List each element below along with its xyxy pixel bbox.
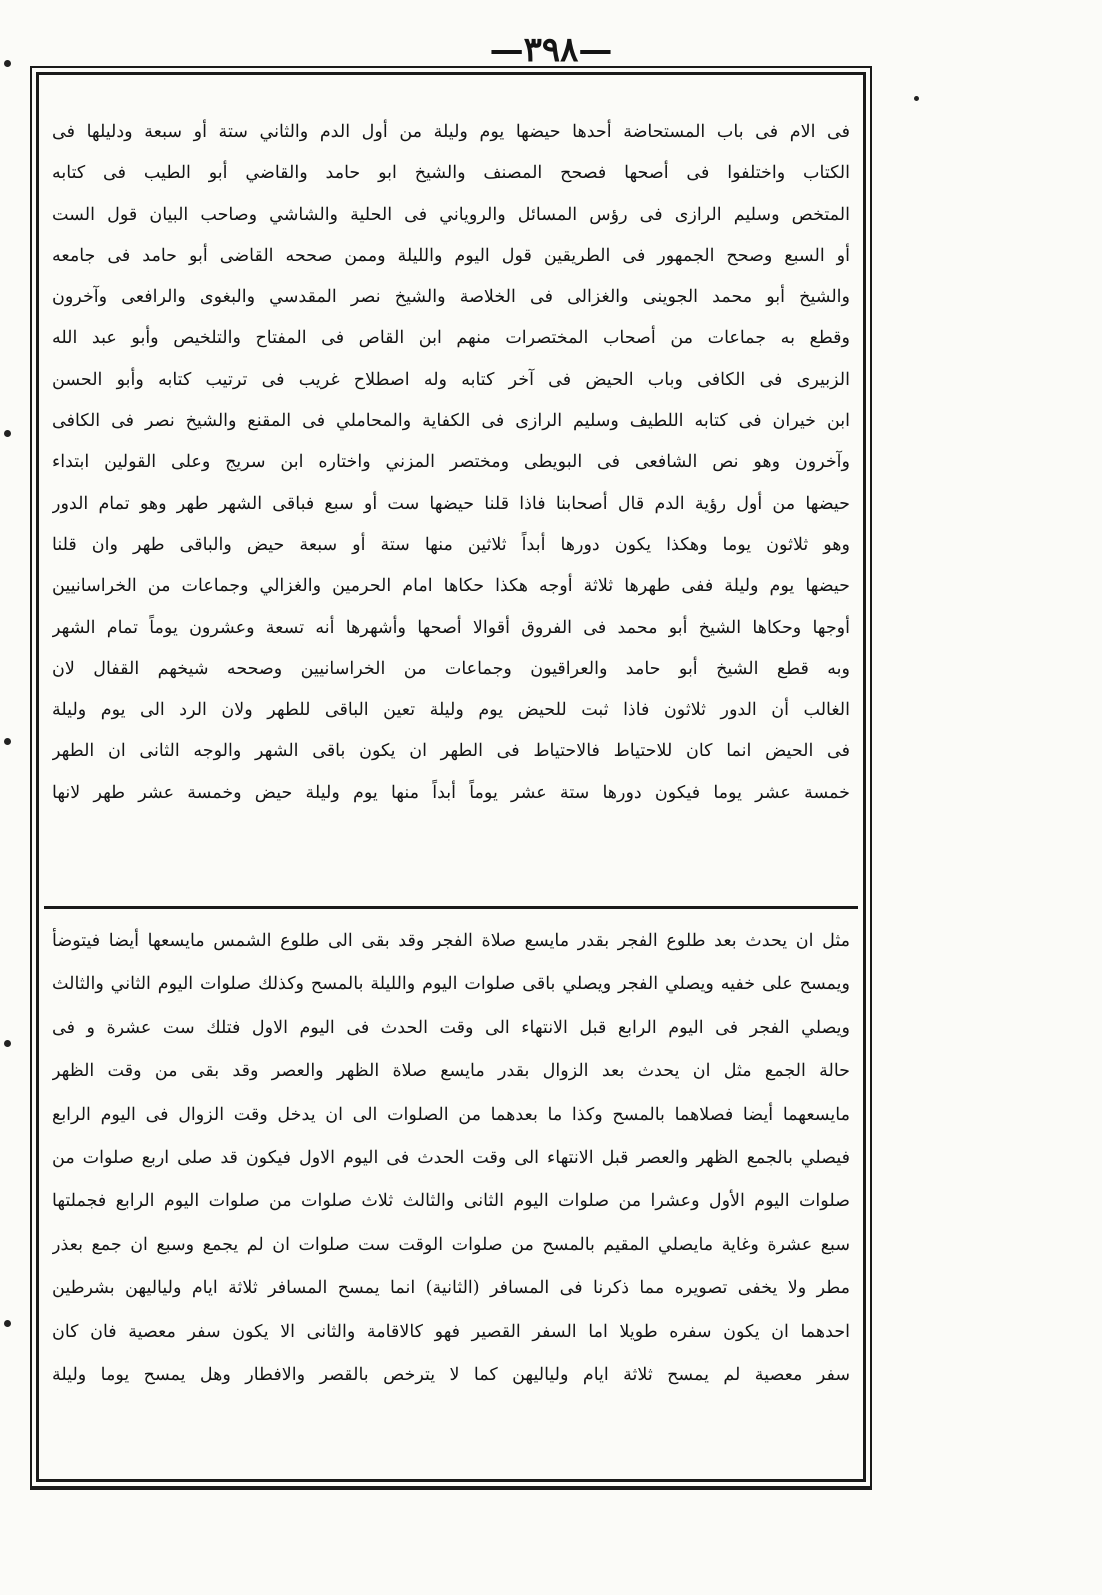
main-text-line: حيضها من أول رؤية الدم قال أصحابنا فاذا قلنا حيضها ست أو سبع فباقى الشهر طهر وهو تمام الدور xyxy=(52,493,850,514)
scan-speck xyxy=(4,1040,11,1047)
footnote-line: مايسعهما أيضا فصلاهما بالمسح وكذا ما بعدهما من الصلوات الى ان يدخل وقت الزوال فى اليوم الرابع xyxy=(52,1104,850,1125)
scan-speck xyxy=(914,96,919,101)
main-text-line: المتخص وسليم الرازى فى رؤس المسائل والروياني فى الحلية والشاشي وصاحب البيان قول الست xyxy=(52,204,850,225)
main-text-line: الزبيرى فى الكافى وباب الحيض فى آخر كتابه وله اصطلاح غريب فى ترتيب كتابه وأبو الحسن xyxy=(52,369,850,390)
main-text-line: وبه قطع الشيخ أبو حامد والعراقيون وجماعات من الخراسانيين وصححه شيخهم القفال لان xyxy=(52,658,850,679)
footnote-line: صلوات اليوم الأول وعشرا من صلوات اليوم الثانى والثالث ثلاث صلوات من صلوات اليوم الرابع فجملتها xyxy=(52,1191,850,1212)
footnote-line: ويصلي الفجر فى اليوم الرابع قبل الانتهاء الى وقت الحدث فى اليوم الاول فتلك ست عشرة و فى xyxy=(52,1017,850,1038)
main-text-line: وآخرون وهو نص الشافعى فى البويطى ومختصر المزني واختاره ابن سريج وعلى القولين ابتداء xyxy=(52,452,850,473)
scan-speck xyxy=(4,1320,11,1327)
main-text-line: وقطع به جماعات من أصحاب المختصرات منهم ابن القاص فى المفتاح والتلخيص وأبو عبد الله xyxy=(52,328,850,349)
scan-speck xyxy=(4,738,11,745)
footnote-divider xyxy=(44,906,858,909)
main-text-line: أو السبع وصحح الجمهور فى الطريقين قول اليوم والليلة وممن صححه القاضى أبو حامد فى جامعه xyxy=(52,245,850,266)
main-text-line: وهو ثلاثون يوما وهكذا يكون دورها أبداً ثلاثين منها ستة أو سبعة حيض والباقى طهر وان قلنا xyxy=(52,534,850,555)
main-text-line: ابن خيران فى كتابه اللطيف وسليم الرازى فى الكفاية والمحاملي فى المقنع والشيخ نصر فى الكافى xyxy=(52,411,850,432)
scan-speck xyxy=(4,430,11,437)
footnote-line: احدهما ان يكون سفره طويلا اما السفر القصير فهو كالاقامة والثانى الا يكون سفر معصية فان كان xyxy=(52,1321,850,1342)
footnote-line: ويمسح على خفيه ويصلي الفجر ويصلي باقى صلوات اليوم والليلة بالمسح وكذلك صلوات اليوم الثاني والثالث xyxy=(52,974,850,995)
main-text-line: خمسة عشر يوما فيكون دورها ستة عشر يوماً أبداً منها يوم وليلة حيض وخمسة عشر طهر لانها xyxy=(52,782,850,803)
page-number: —٣٩٨— xyxy=(489,30,613,70)
scan-speck xyxy=(4,60,11,67)
bottom-rule xyxy=(30,1486,872,1490)
footnote-line: فيصلي بالجمع الظهر والعصر قبل الانتهاء الى وقت الحدث فى اليوم الاول فيكون قد صلى اربع صلوات من xyxy=(52,1147,850,1168)
main-text-line: الكتاب واختلفوا فى أصحها فصحح المصنف والشيخ ابو حامد والقاضي أبو الطيب فى كتابه xyxy=(52,163,850,184)
main-text-line: الغالب أن الدور ثلاثون فاذا ثبت للحيض يوم وليلة تعين الباقى للطهر ولان الرد الى يوم وليلة xyxy=(52,700,850,721)
main-text-line: أوجها وحكاها الشيخ أبو محمد فى الفروق أقوالا أصحها وأشهرها أنه تسعة وعشرون يوماً تمام الشهر xyxy=(52,617,850,638)
main-text-line: حيضها يوم وليلة ففى طهرها ثلاثة أوجه هكذا حكاها امام الحرمين والغزالي وجماعات من الخراسانيين xyxy=(52,576,850,597)
footnote-line: حالة الجمع مثل ان يحدث بعد الزوال بقدر مايسع صلاة الظهر والعصر وقد بقى من وقت الظهر xyxy=(52,1061,850,1082)
footnote-line: سفر معصية لم يمسح ثلاثة ايام ولياليهن كما لا يترخص بالقصر والافطار وهل يمسح يوما وليلة xyxy=(52,1364,850,1385)
footnote-text-block xyxy=(52,920,850,1397)
main-text-line: فى الحيض انما كان للاحتياط فالاحتياط فى الطهر ان يكون باقى الشهر والوجه الثانى ان الطهر xyxy=(52,741,850,762)
main-text-block xyxy=(52,112,850,814)
footnote-line: سبع عشرة وغاية مايصلي المقيم بالمسح من صلوات الوقت ست صلوات ان لم يجمع وسبع ان جمع بعذر xyxy=(52,1234,850,1255)
main-text-line: فى الام فى باب المستحاضة أحدها حيضها يوم وليلة من أول الدم والثاني ستة أو سبعة ودلیلها فى xyxy=(52,122,850,142)
footnote-line: مطر ولا يخفى تصويره مما ذكرنا فى المسافر (الثانية) انما يمسح المسافر ثلاثة ايام ولياليهن بشرطين xyxy=(52,1278,850,1299)
footnote-line: مثل ان يحدث بعد طلوع الفجر بقدر مايسع صلاة الفجر وقد بقى الى طلوع الشمس مايسعها أيضا فيتوضأ xyxy=(52,931,850,951)
main-text-line: والشيخ أبو محمد الجوينى والغزالى فى الخلاصة والشيخ نصر المقدسي والبغوى والرافعى وآخرون xyxy=(52,287,850,308)
